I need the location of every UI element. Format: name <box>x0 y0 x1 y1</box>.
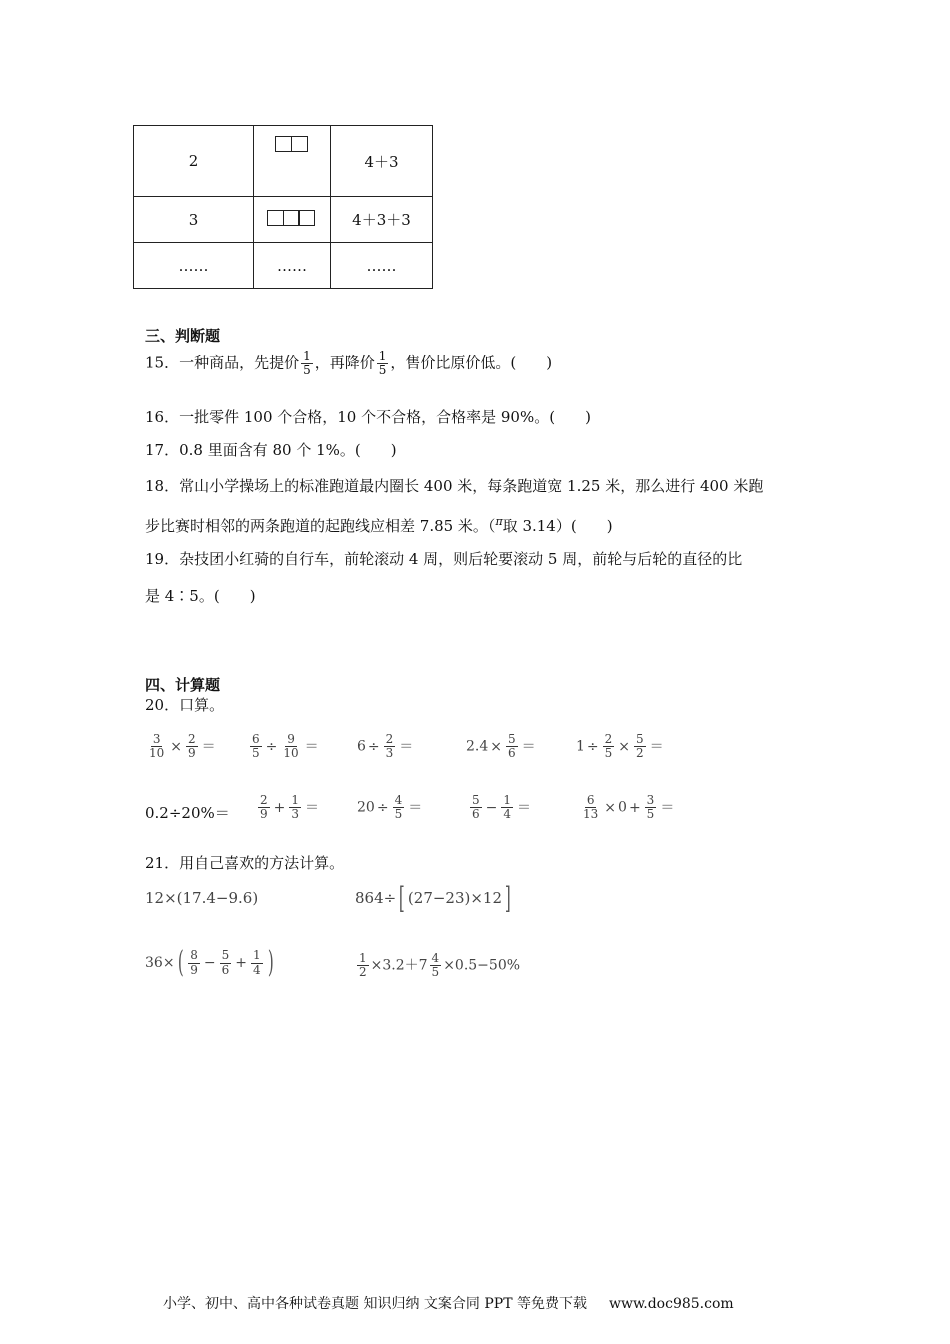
footer-text: 小学、初中、高中各种试卷真题 知识归纳 文案合同 PPT 等免费下载 <box>163 1296 587 1312</box>
calc-expr-2 <box>355 881 514 916</box>
fraction <box>430 952 442 979</box>
operator: × <box>490 738 502 755</box>
operand: 36× <box>145 955 175 971</box>
q15-text-b: ，再降价 <box>314 353 375 372</box>
numerator: 4 <box>394 793 403 807</box>
numerator: 2 <box>188 732 196 746</box>
calc-expr-4 <box>355 952 520 979</box>
question-18-line-1: 18．常山小学操场上的标准跑道最内圈长 400 米，每条跑道宽 1.25 米，那么进行 400 米跑 <box>145 477 764 495</box>
numerator: 2 <box>260 793 268 807</box>
equals: ＝ <box>305 799 320 816</box>
fraction <box>289 794 301 821</box>
numerator: 5 <box>508 732 516 746</box>
equals: ＝ <box>517 799 532 816</box>
numerator: 1 <box>359 951 367 965</box>
fraction <box>377 350 389 377</box>
table-cell: 4＋3 <box>331 126 433 197</box>
calc-expr-3 <box>145 945 276 980</box>
equals: ＝ <box>660 799 675 816</box>
q15-text-c: ，售价比原价低。( ) <box>390 353 553 372</box>
oral-expr-6: 0.2÷20%＝ <box>145 804 230 822</box>
fraction <box>281 733 300 760</box>
denominator: 4 <box>253 962 261 977</box>
denominator: 5 <box>394 807 403 822</box>
fraction <box>220 949 232 976</box>
operand: 2.4 <box>466 738 489 755</box>
operator: ÷ <box>265 738 278 755</box>
table-cell: …… <box>331 243 433 289</box>
operator: × <box>604 799 617 816</box>
operand: 20 <box>357 799 375 816</box>
table-row <box>134 243 433 289</box>
operator: − <box>203 955 216 971</box>
right-paren: ) <box>267 945 274 980</box>
fraction <box>188 949 200 976</box>
operator: + <box>628 799 641 816</box>
numerator: 3 <box>152 732 161 746</box>
right-bracket: ] <box>504 881 511 916</box>
denominator: 5 <box>378 363 387 378</box>
operator: + <box>235 955 248 971</box>
denominator: 4 <box>503 807 512 822</box>
question-18-line-2 <box>145 516 613 534</box>
denominator: 5 <box>252 746 260 761</box>
denominator: 6 <box>472 807 480 822</box>
oral-expr-7 <box>256 794 321 821</box>
operand: ×3.2＋7 <box>370 957 428 974</box>
numerator: 1 <box>378 349 387 363</box>
table-row <box>134 197 433 243</box>
equals: ＝ <box>521 738 536 755</box>
denominator: 3 <box>291 807 300 822</box>
table-cell: 4＋3＋3 <box>331 197 433 243</box>
question-20: 20．口算。 <box>145 696 225 714</box>
fraction <box>301 350 313 377</box>
numerator: 1 <box>503 793 512 807</box>
denominator: 9 <box>188 746 196 761</box>
oral-expr-4 <box>466 733 538 760</box>
fraction <box>258 794 270 821</box>
question-16: 16．一批零件 100 个合格，10 个不合格，合格率是 90%。( ) <box>145 408 591 426</box>
oral-expr-9 <box>468 794 533 821</box>
pi-symbol: π <box>495 515 503 528</box>
fraction <box>393 794 405 821</box>
denominator: 9 <box>190 962 198 977</box>
table-cell: …… <box>254 243 331 289</box>
oral-expr-2 <box>248 733 321 760</box>
footer-url[interactable]: www.doc985.com <box>608 1296 734 1312</box>
denominator: 6 <box>508 746 516 761</box>
question-17: 17．0.8 里面含有 80 个 1%。( ) <box>145 441 397 459</box>
numerator: 4 <box>431 951 440 965</box>
operator: − <box>485 799 498 816</box>
table-cell: …… <box>134 243 254 289</box>
two-squares-figure <box>277 136 308 152</box>
q15-text-a: 15．一种商品，先提价 <box>145 353 300 372</box>
denominator: 5 <box>646 807 655 822</box>
denominator: 13 <box>583 807 599 822</box>
equals: ＝ <box>399 738 414 755</box>
q18-text-a: 步比赛时相邻的两条跑道的起跑线应相差 7.85 米。（ <box>145 517 496 535</box>
pattern-table <box>133 125 433 289</box>
denominator: 5 <box>604 746 613 761</box>
numerator: 5 <box>636 732 644 746</box>
numerator: 6 <box>252 732 260 746</box>
denominator: 2 <box>359 965 367 980</box>
denominator: 5 <box>431 965 440 980</box>
question-19-line-1: 19．杂技团小红骑的自行车，前轮滚动 4 周，则后轮要滚动 5 周，前轮与后轮的直径的比 <box>145 550 743 568</box>
numerator: 1 <box>303 349 311 363</box>
denominator: 3 <box>385 746 394 761</box>
numerator: 1 <box>291 793 300 807</box>
oral-expr-8 <box>357 794 424 821</box>
question-15 <box>145 350 552 377</box>
fraction <box>357 952 369 979</box>
numerator: 6 <box>586 793 595 807</box>
oral-expr-1 <box>145 733 218 760</box>
numerator: 2 <box>385 732 394 746</box>
q18-text-b: 取 3.14）( ) <box>502 517 613 535</box>
section-3-title: 三、判断题 <box>145 327 221 345</box>
equals: ＝ <box>649 738 664 755</box>
fraction <box>251 949 263 976</box>
table-cell: 2 <box>134 126 254 197</box>
denominator: 5 <box>303 363 311 378</box>
numerator: 1 <box>253 948 261 963</box>
fraction <box>506 733 518 760</box>
section-4-title: 四、计算题 <box>145 676 221 694</box>
fraction <box>250 733 262 760</box>
oral-expr-5 <box>576 733 666 760</box>
operand: 864÷ <box>355 889 397 907</box>
numerator: 2 <box>604 732 613 746</box>
question-21: 21．用自己喜欢的方法计算。 <box>145 854 345 872</box>
oral-expr-3 <box>357 733 415 760</box>
denominator: 10 <box>283 746 299 761</box>
table-row <box>134 126 433 197</box>
denominator: 10 <box>149 746 165 761</box>
fraction <box>470 794 482 821</box>
operand: 6 <box>357 738 366 755</box>
equals: ＝ <box>304 738 319 755</box>
operator: ÷ <box>586 738 599 755</box>
left-bracket: [ <box>399 881 405 916</box>
three-squares-figure <box>269 210 316 226</box>
numerator: 9 <box>287 732 295 746</box>
fraction <box>186 733 198 760</box>
left-paren: ( <box>177 945 184 980</box>
fraction <box>147 733 166 760</box>
fraction <box>645 794 657 821</box>
operator: ÷ <box>367 738 380 755</box>
fraction <box>634 733 646 760</box>
table-cell: 3 <box>134 197 254 243</box>
fraction <box>384 733 396 760</box>
operator: × <box>170 738 183 755</box>
operator: + <box>273 799 286 816</box>
denominator: 6 <box>221 962 230 977</box>
equals: ＝ <box>201 738 216 755</box>
fraction <box>581 794 600 821</box>
table-cell <box>254 126 331 197</box>
operand: 1 <box>576 738 585 755</box>
operator: × <box>618 738 631 755</box>
question-19-line-2: 是 4∶5。( ) <box>145 587 256 605</box>
numerator: 3 <box>646 793 655 807</box>
oral-expr-10 <box>579 794 676 821</box>
numerator: 5 <box>221 948 230 963</box>
bracket-content: (27−23)×12 <box>407 889 503 907</box>
denominator: 9 <box>260 807 268 822</box>
operand: 0 <box>618 799 627 816</box>
operand: ×0.5−50% <box>443 957 521 974</box>
equals: ＝ <box>408 799 423 816</box>
operator: ÷ <box>376 799 389 816</box>
numerator: 5 <box>472 793 480 807</box>
denominator: 2 <box>636 746 644 761</box>
fraction <box>603 733 615 760</box>
footer <box>163 1293 734 1313</box>
fraction <box>501 794 513 821</box>
calc-expr-1: 12×(17.4−9.6) <box>145 889 259 907</box>
numerator: 8 <box>190 948 198 963</box>
table-cell <box>254 197 331 243</box>
